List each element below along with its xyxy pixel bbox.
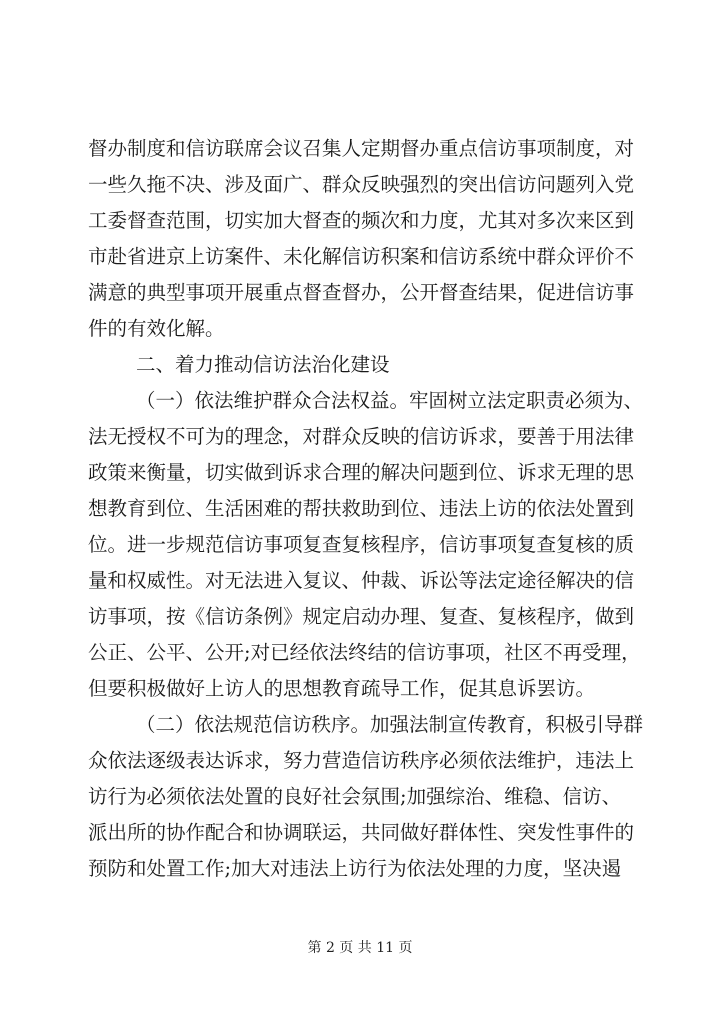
text-line: 督办制度和信访联席会议召集人定期督办重点信访事项制度，对 [88, 137, 635, 160]
page-number-footer: 第 2 页 共 11 页 [307, 940, 413, 956]
text-line: 量和权威性。对无法进入复议、仲裁、诉讼等法定途径解决的信 [88, 569, 635, 592]
text-line: 公正、公平、公开;对已经依法终结的信访事项，社区不再受理， [88, 641, 641, 664]
text-line: 满意的典型事项开展重点督查督办，公开督查结果，促进信访事 [88, 281, 635, 304]
text-line: （二）依法规范信访秩序。加强法制宣传教育，积极引导群 [136, 713, 644, 736]
text-line: 市赴省进京上访案件、未化解信访积案和信访系统中群众评价不 [88, 245, 635, 268]
paragraph [88, 707, 658, 887]
text-line: 位。进一步规范信访事项复查复核程序，信访事项复查复核的质 [88, 533, 635, 556]
text-line: 访事项，按《信访条例》规定启动办理、复查、复核程序，做到 [88, 605, 635, 628]
text-line: 预防和处置工作;加大对违法上访行为依法处理的力度，坚决遏 [88, 857, 622, 880]
paragraph [88, 131, 658, 347]
text-line: 一些久拖不决、涉及面广、群众反映强烈的突出信访问题列入党 [88, 173, 635, 196]
text-line: （一）依法维护群众合法权益。牢固树立法定职责必须为、 [136, 389, 644, 412]
text-line: 想教育到位、生活困难的帮扶救助到位、违法上访的依法处置到 [88, 497, 635, 520]
text-line: 法无授权不可为的理念，对群众反映的信访诉求，要善于用法律 [88, 425, 635, 448]
paragraph [88, 347, 658, 383]
text-line: 工委督查范围，切实加大督查的频次和力度，尤其对多次来区到 [88, 209, 635, 232]
text-line: 访行为必须依法处置的良好社会氛围;加强综治、维稳、信访、 [88, 785, 622, 808]
text-line: 派出所的协作配合和协调联运，共同做好群体性、突发性事件的 [88, 821, 635, 844]
document-body [88, 131, 658, 887]
text-line: 众依法逐级表达诉求，努力营造信访秩序必须依法维护，违法上 [88, 749, 635, 772]
text-line: 二、着力推动信访法治化建设 [136, 353, 390, 376]
text-line: 但要积极做好上访人的思想教育疏导工作，促其息诉罢访。 [88, 677, 596, 700]
paragraph [88, 383, 658, 707]
text-line: 件的有效化解。 [88, 317, 225, 340]
text-line: 政策来衡量，切实做到诉求合理的解决问题到位、诉求无理的思 [88, 461, 635, 484]
